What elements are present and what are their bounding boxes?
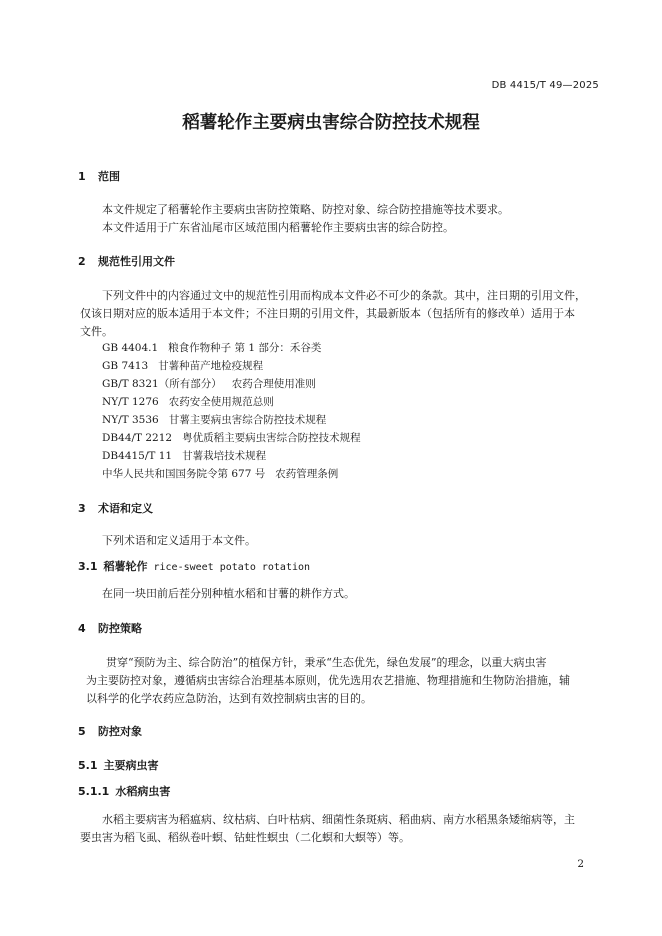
section-1-heading (78, 168, 120, 184)
reference-item (102, 340, 321, 355)
subsection-heading (78, 757, 159, 773)
reference-code: 中华人民共和国国务院令第 677 号 (102, 468, 266, 480)
section-number: 5 (78, 725, 86, 738)
reference-item (102, 376, 316, 391)
section-4-heading (78, 620, 142, 636)
section-number: 1 (78, 170, 86, 183)
paragraph-line: 以科学的化学农药应急防治，达到有效控制病虫害的目的。 (86, 692, 372, 705)
reference-item (102, 448, 266, 463)
section-title: 规范性引用文件 (98, 255, 175, 268)
section-title: 术语和定义 (98, 502, 153, 515)
subsubsection-number: 5.1.1 (78, 785, 110, 798)
page-number: 2 (577, 858, 584, 870)
paragraph-line: 贯穿“预防为主、综合防治”的植保方针，秉承“生态优先，绿色发展”的理念，以重大病虫害 (106, 656, 547, 669)
reference-item (102, 394, 274, 409)
section-number: 3 (78, 502, 86, 515)
section-title: 防控策略 (98, 622, 142, 635)
paragraph: 本文件适用于广东省汕尾市区域范围内稻薯轮作主要病虫害的综合防控。 (102, 221, 454, 234)
section-number: 2 (78, 255, 86, 268)
reference-name: 甘薯栽培技术规程 (182, 450, 267, 462)
paragraph-line: 水稻主要病害为稻瘟病、纹枯病、白叶枯病、细菌性条斑病、稻曲病、南方水稻黑条矮缩病等，主 (102, 813, 575, 826)
reference-item (102, 430, 361, 445)
reference-code: NY/T 3536 (102, 414, 159, 426)
paragraph-line: 为主要防控对象，遵循病虫害综合治理基本原则，优先选用农艺措施、物理措施和生物防治措施，辅 (86, 674, 570, 687)
reference-item (102, 466, 338, 481)
reference-code: GB/T 8321（所有部分） (102, 378, 222, 390)
subsubsection-title: 水稻病虫害 (115, 785, 171, 798)
term-definition: 在同一块田前后茬分别种植水稻和甘薯的耕作方式。 (102, 587, 355, 600)
subsection-number: 3.1 (78, 560, 98, 573)
reference-name: 甘薯主要病虫害综合防控技术规程 (168, 414, 327, 426)
reference-code: GB 4404.1 (102, 342, 159, 354)
section-number: 4 (78, 622, 86, 635)
reference-code: DB44/T 2212 (102, 432, 173, 444)
section-2-heading (78, 253, 175, 269)
paragraph-line: 下列文件中的内容通过文中的规范性引用而构成本文件必不可少的条款。其中，注日期的引用文件， (102, 289, 586, 302)
section-title: 范围 (98, 170, 120, 183)
paragraph-line: 要虫害为稻飞虱、稻纵卷叶螟、钻蛀性螟虫（二化螟和大螟等）等。 (80, 831, 410, 844)
paragraph-line: 文件。 (80, 325, 113, 338)
reference-code: GB 7413 (102, 360, 149, 372)
section-title: 防控对象 (98, 725, 142, 738)
section-3-heading (78, 500, 153, 516)
reference-code: DB4415/T 11 (102, 450, 173, 462)
reference-item (102, 412, 326, 427)
reference-name: 农药安全使用规范总则 (168, 396, 274, 408)
reference-name: 甘薯种苗产地检疫规程 (158, 360, 264, 372)
reference-item (102, 358, 263, 373)
paragraph: 下列术语和定义适用于本文件。 (102, 534, 256, 547)
page-title: 稻薯轮作主要病虫害综合防控技术规程 (182, 113, 480, 133)
subsection-number: 5.1 (78, 759, 98, 772)
reference-name: 粤优质稻主要病虫害综合防控技术规程 (182, 432, 361, 444)
paragraph-line: 仅该日期对应的版本适用于本文件；不注日期的引用文件，其最新版本（包括所有的修改单）适用于本 (80, 307, 575, 320)
term-heading (78, 558, 310, 574)
reference-name: 农药管理条例 (275, 468, 339, 480)
term-chinese: 稻薯轮作 (103, 560, 148, 573)
standard-code: DB 4415/T 49—2025 (491, 80, 599, 91)
subsection-title: 主要病虫害 (103, 759, 159, 772)
term-english: rice-sweet potato rotation (153, 562, 311, 573)
paragraph: 本文件规定了稻薯轮作主要病虫害防控策略、防控对象、综合防控措施等技术要求。 (102, 203, 509, 216)
reference-name: 粮食作物种子 第 1 部分：禾谷类 (168, 342, 322, 354)
subsubsection-heading (78, 783, 170, 799)
reference-code: NY/T 1276 (102, 396, 159, 408)
section-5-heading (78, 723, 142, 739)
reference-name: 农药合理使用准则 (231, 378, 316, 390)
